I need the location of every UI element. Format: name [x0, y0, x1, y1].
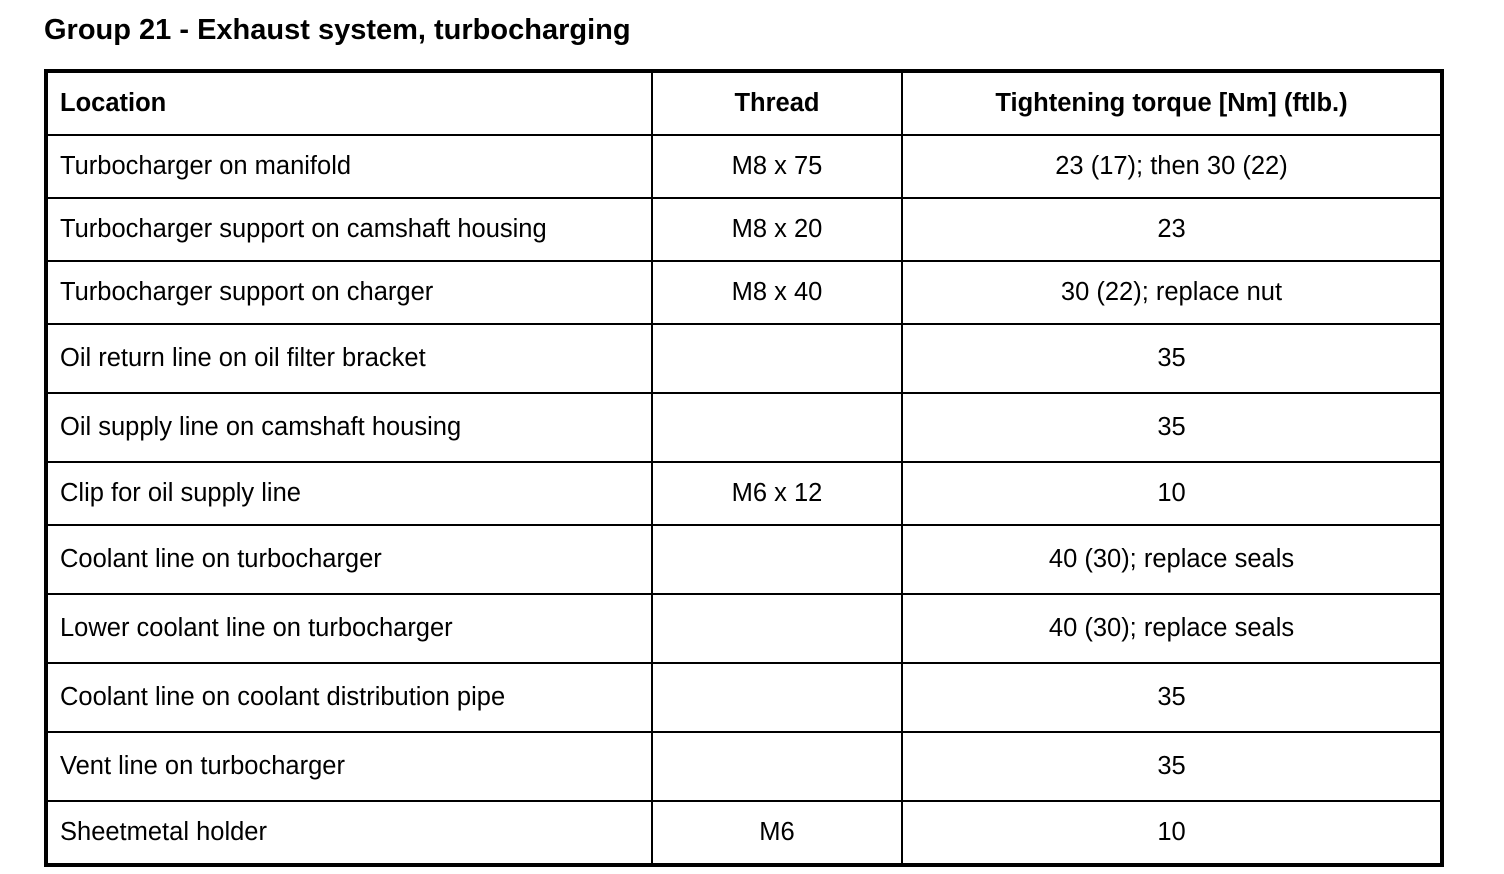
cell-torque: 35 — [902, 663, 1442, 732]
cell-thread — [652, 324, 902, 393]
cell-location: Oil supply line on camshaft housing — [46, 393, 652, 462]
cell-location: Turbocharger support on camshaft housing — [46, 198, 652, 261]
table-row — [46, 324, 1442, 393]
cell-thread — [652, 594, 902, 663]
cell-location: Turbocharger on manifold — [46, 135, 652, 198]
header-thread: Thread — [652, 71, 902, 135]
cell-torque: 30 (22); replace nut — [902, 261, 1442, 324]
cell-torque: 40 (30); replace seals — [902, 594, 1442, 663]
table-row — [46, 732, 1442, 801]
header-location: Location — [46, 71, 652, 135]
cell-torque: 40 (30); replace seals — [902, 525, 1442, 594]
table-row — [46, 261, 1442, 324]
cell-torque: 10 — [902, 462, 1442, 525]
cell-thread: M8 x 75 — [652, 135, 902, 198]
cell-location: Turbocharger support on charger — [46, 261, 652, 324]
cell-torque: 10 — [902, 801, 1442, 865]
table-row — [46, 135, 1442, 198]
torque-spec-table — [44, 69, 1444, 867]
table-row — [46, 393, 1442, 462]
cell-torque: 35 — [902, 324, 1442, 393]
cell-thread — [652, 393, 902, 462]
cell-location: Coolant line on turbocharger — [46, 525, 652, 594]
header-torque: Tightening torque [Nm] (ftlb.) — [902, 71, 1442, 135]
page-title: Group 21 - Exhaust system, turbocharging — [44, 14, 631, 46]
table-row — [46, 663, 1442, 732]
cell-thread — [652, 525, 902, 594]
cell-torque: 35 — [902, 732, 1442, 801]
table-row — [46, 462, 1442, 525]
table-row — [46, 198, 1442, 261]
table-row — [46, 594, 1442, 663]
cell-thread: M8 x 40 — [652, 261, 902, 324]
cell-location: Sheetmetal holder — [46, 801, 652, 865]
table-header-row — [46, 71, 1442, 135]
cell-location: Vent line on turbocharger — [46, 732, 652, 801]
cell-location: Oil return line on oil filter bracket — [46, 324, 652, 393]
cell-torque: 23 — [902, 198, 1442, 261]
table-row — [46, 801, 1442, 865]
cell-thread — [652, 732, 902, 801]
cell-torque: 35 — [902, 393, 1442, 462]
cell-thread: M6 — [652, 801, 902, 865]
cell-torque: 23 (17); then 30 (22) — [902, 135, 1442, 198]
table-row — [46, 525, 1442, 594]
cell-thread — [652, 663, 902, 732]
cell-thread: M6 x 12 — [652, 462, 902, 525]
cell-location: Coolant line on coolant distribution pipe — [46, 663, 652, 732]
cell-thread: M8 x 20 — [652, 198, 902, 261]
cell-location: Lower coolant line on turbocharger — [46, 594, 652, 663]
cell-location: Clip for oil supply line — [46, 462, 652, 525]
